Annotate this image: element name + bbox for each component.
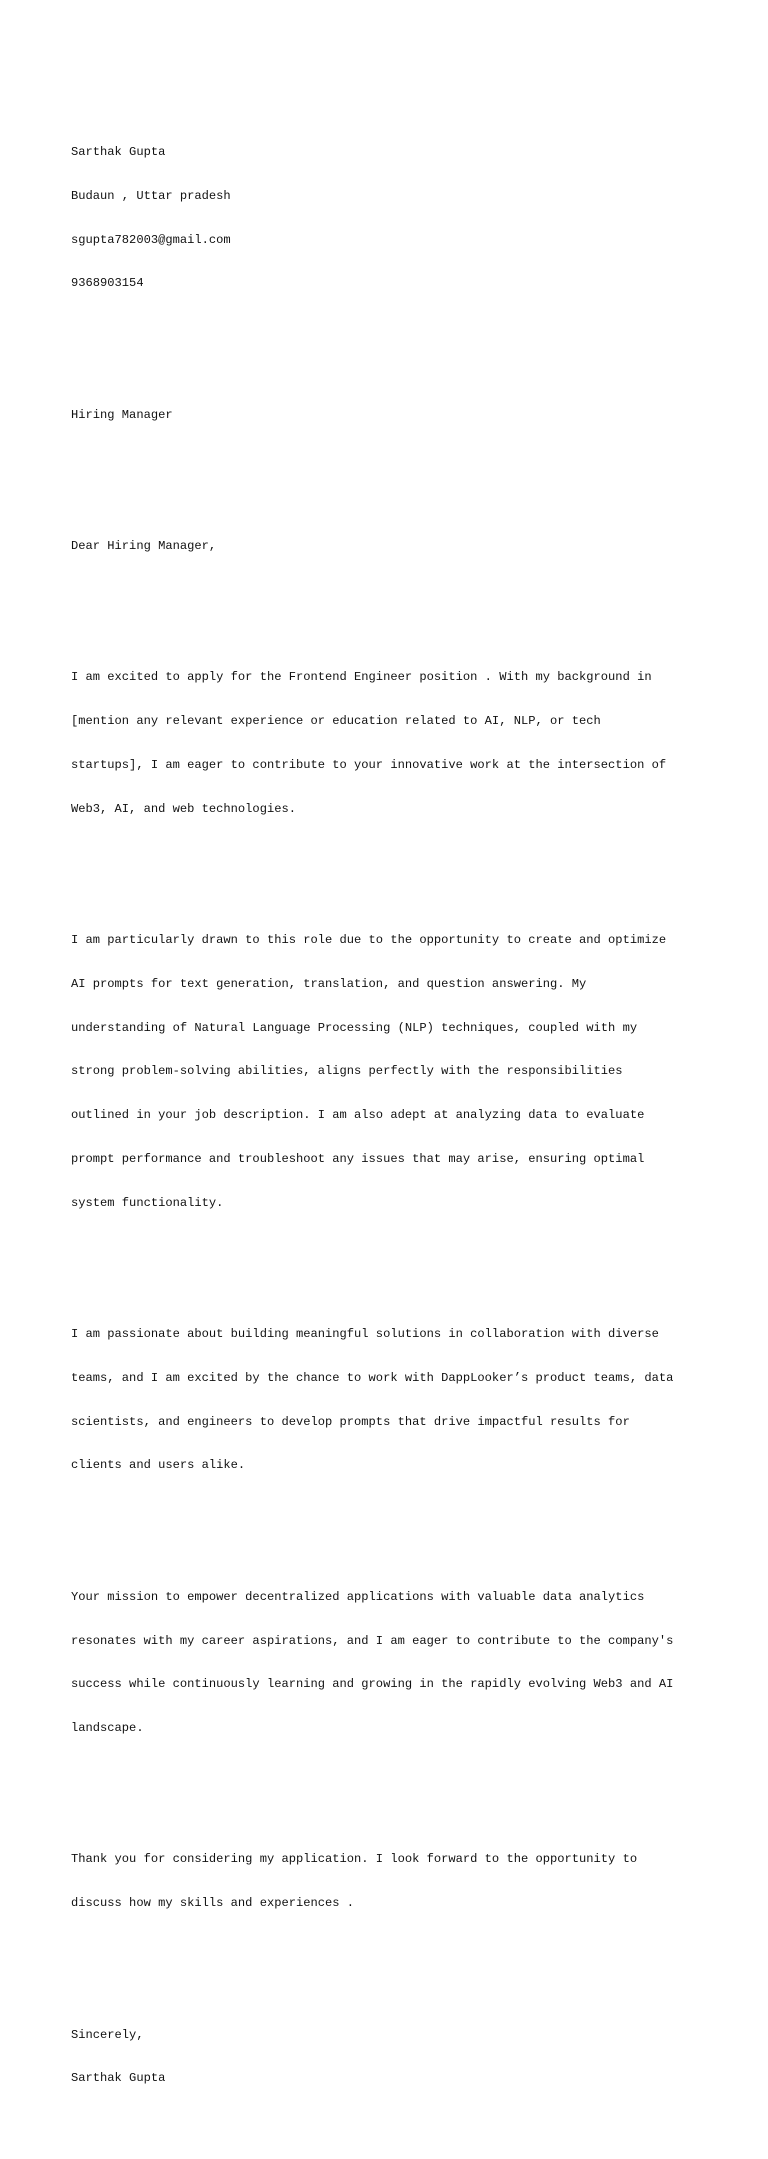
- body-paragraph-2: [71, 904, 711, 1240]
- salutation-block: [71, 510, 711, 583]
- body-paragraph-5: [71, 1823, 711, 1940]
- body-paragraph-4: [71, 1561, 711, 1765]
- paragraph-line: clients and users alike.: [71, 1458, 246, 1473]
- paragraph-line: scientists, and engineers to develop prompts that drive impactful results for: [71, 1414, 630, 1429]
- paragraph-line: system functionality.: [71, 1195, 224, 1210]
- recipient-block: [71, 378, 711, 451]
- cover-letter-page: [71, 72, 711, 2159]
- paragraph-line: I am particularly drawn to this role due to the opportunity to create and optimize: [71, 933, 667, 948]
- salutation: Dear Hiring Manager,: [71, 539, 217, 553]
- paragraph-line: [mention any relevant experience or education related to AI, NLP, or tech: [71, 714, 601, 729]
- paragraph-line: AI prompts for text generation, translation, and question answering. My: [71, 976, 587, 991]
- paragraph-line: Your mission to empower decentralized applications with valuable data analytics: [71, 1589, 645, 1604]
- recipient-title: Hiring Manager: [71, 407, 173, 422]
- paragraph-line: Thank you for considering my application. I look forward to the opportunity to: [71, 1852, 638, 1867]
- sender-contact-block: [71, 116, 711, 320]
- sender-name: Sarthak Gupta: [71, 144, 166, 159]
- signature-block: [71, 1998, 711, 2115]
- body-paragraph-1: [71, 641, 711, 845]
- paragraph-line: prompt performance and troubleshoot any issues that may arise, ensuring optimal: [71, 1151, 645, 1166]
- sender-location: Budaun , Uttar pradesh: [71, 188, 231, 203]
- signature-name: Sarthak Gupta: [71, 2071, 166, 2086]
- sender-email: sgupta782003@gmail.com: [71, 232, 231, 247]
- body-paragraph-3: [71, 1298, 711, 1502]
- paragraph-line: outlined in your job description. I am also adept at analyzing data to evaluate: [71, 1108, 645, 1123]
- closing: Sincerely,: [71, 2027, 144, 2042]
- paragraph-line: I am excited to apply for the Frontend Engineer position . With my background in: [71, 670, 652, 685]
- paragraph-line: resonates with my career aspirations, and I am eager to contribute to the company's: [71, 1633, 674, 1648]
- sender-phone: 9368903154: [71, 276, 144, 291]
- paragraph-line: Web3, AI, and web technologies.: [71, 801, 296, 816]
- paragraph-line: understanding of Natural Language Processing (NLP) techniques, coupled with my: [71, 1020, 638, 1035]
- paragraph-line: landscape.: [71, 1721, 144, 1736]
- paragraph-line: teams, and I am excited by the chance to work with DappLooker’s product teams, data: [71, 1370, 674, 1385]
- paragraph-line: strong problem-solving abilities, aligns perfectly with the responsibilities: [71, 1064, 623, 1079]
- paragraph-line: I am passionate about building meaningful solutions in collaboration with diverse: [71, 1327, 659, 1342]
- paragraph-line: discuss how my skills and experiences .: [71, 1896, 355, 1911]
- paragraph-line: success while continuously learning and growing in the rapidly evolving Web3 and AI: [71, 1677, 674, 1692]
- paragraph-line: startups], I am eager to contribute to your innovative work at the intersection of: [71, 757, 667, 772]
